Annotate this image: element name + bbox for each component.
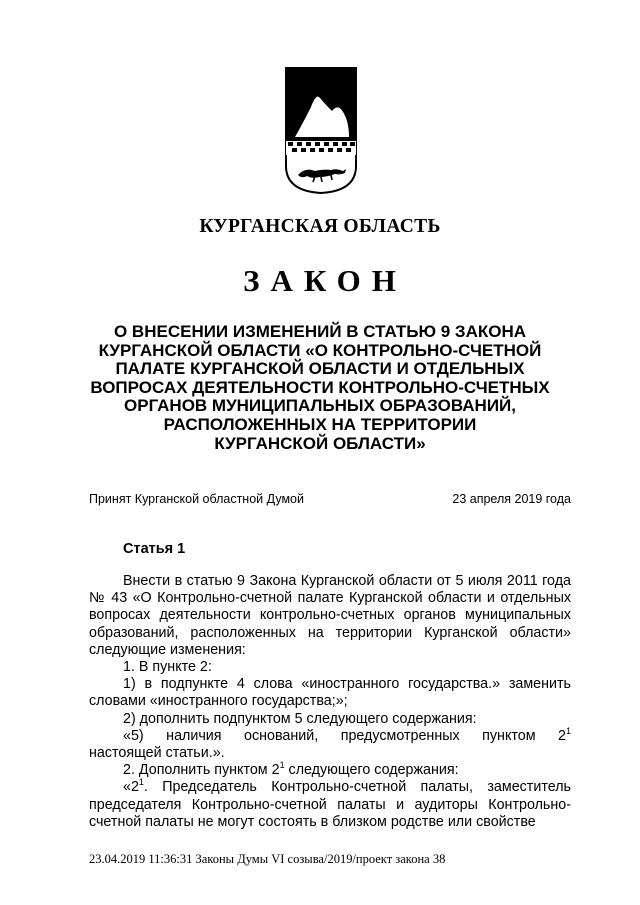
superscript: 1 <box>565 725 571 736</box>
document-type: ЗАКОН <box>243 263 407 298</box>
law-title-line: ОРГАНОВ МУНИЦИПАЛЬНЫХ ОБРАЗОВАНИЙ, <box>124 396 516 416</box>
article-heading: Статья 1 <box>123 541 186 557</box>
footer-path: 23.04.2019 11:36:31 Законы Думы VI созыва/2019/проект закона 38 <box>89 852 446 866</box>
article-body <box>89 573 571 831</box>
paragraph: 1) в подпункте 4 слова «иностранного государства.» заменить словами «иностранного государства;»; <box>89 676 571 710</box>
paragraph: настоящей статьи.». <box>89 745 225 762</box>
law-title-line: О ВНЕСЕНИИ ИЗМЕНЕНИЙ В СТАТЬЮ 9 ЗАКОНА <box>113 322 527 341</box>
paragraph-text: следующего содержания: <box>284 762 459 779</box>
superscript: 1 <box>279 760 285 771</box>
coat-of-arms-emblem <box>285 67 357 194</box>
region-name: КУРГАНСКАЯ ОБЛАСТЬ <box>199 216 441 237</box>
paragraph-text: «5) наличия оснований, предусмотренных пунктом 2 <box>123 727 566 744</box>
law-title <box>90 323 550 453</box>
paragraph-text: 2. Дополнить пунктом 2 <box>123 762 280 779</box>
paragraph <box>89 779 571 831</box>
paragraph-text: . Председатель Контрольно-счетной палаты, заместитель председателя Контрольно-счетной палаты и аудиторы Контрольно-счетной палаты не могут состоять в близком родстве или свойстве <box>89 779 571 830</box>
paragraph-text: «2 <box>123 779 139 796</box>
law-title-line: ПАЛАТЕ КУРГАНСКОЙ ОБЛАСТИ И ОТДЕЛЬНЫХ <box>115 359 525 379</box>
paragraph <box>89 762 571 779</box>
paragraph: 1. В пункте 2: <box>123 659 212 676</box>
paragraph: Внести в статью 9 Закона Курганской области от 5 июля 2011 года № 43 «О Контрольно-счетной палате Курганской области и отдельных вопросах деятельности контрольно-счетных органов муниципальных образований, расположенных на территории Курганской области» следующие изменения: <box>89 573 571 658</box>
paragraph: 2) дополнить подпунктом 5 следующего содержания: <box>123 710 477 727</box>
law-title-line: РАСПОЛОЖЕННЫХ НА ТЕРРИТОРИИ <box>163 414 477 434</box>
law-title-line: КУРГАНСКОЙ ОБЛАСТИ» <box>214 433 426 453</box>
adoption-date: 23 апреля 2019 года <box>452 492 571 506</box>
superscript: 1 <box>138 777 144 788</box>
law-title-line: КУРГАНСКОЙ ОБЛАСТИ «О КОНТРОЛЬНО-СЧЕТНОЙ <box>98 340 542 360</box>
law-title-line: ВОПРОСАХ ДЕЯТЕЛЬНОСТИ КОНТРОЛЬНО-СЧЕТНЫХ <box>90 377 550 397</box>
paragraph <box>89 725 571 745</box>
adopted-by: Принят Курганской областной Думой <box>89 492 304 506</box>
